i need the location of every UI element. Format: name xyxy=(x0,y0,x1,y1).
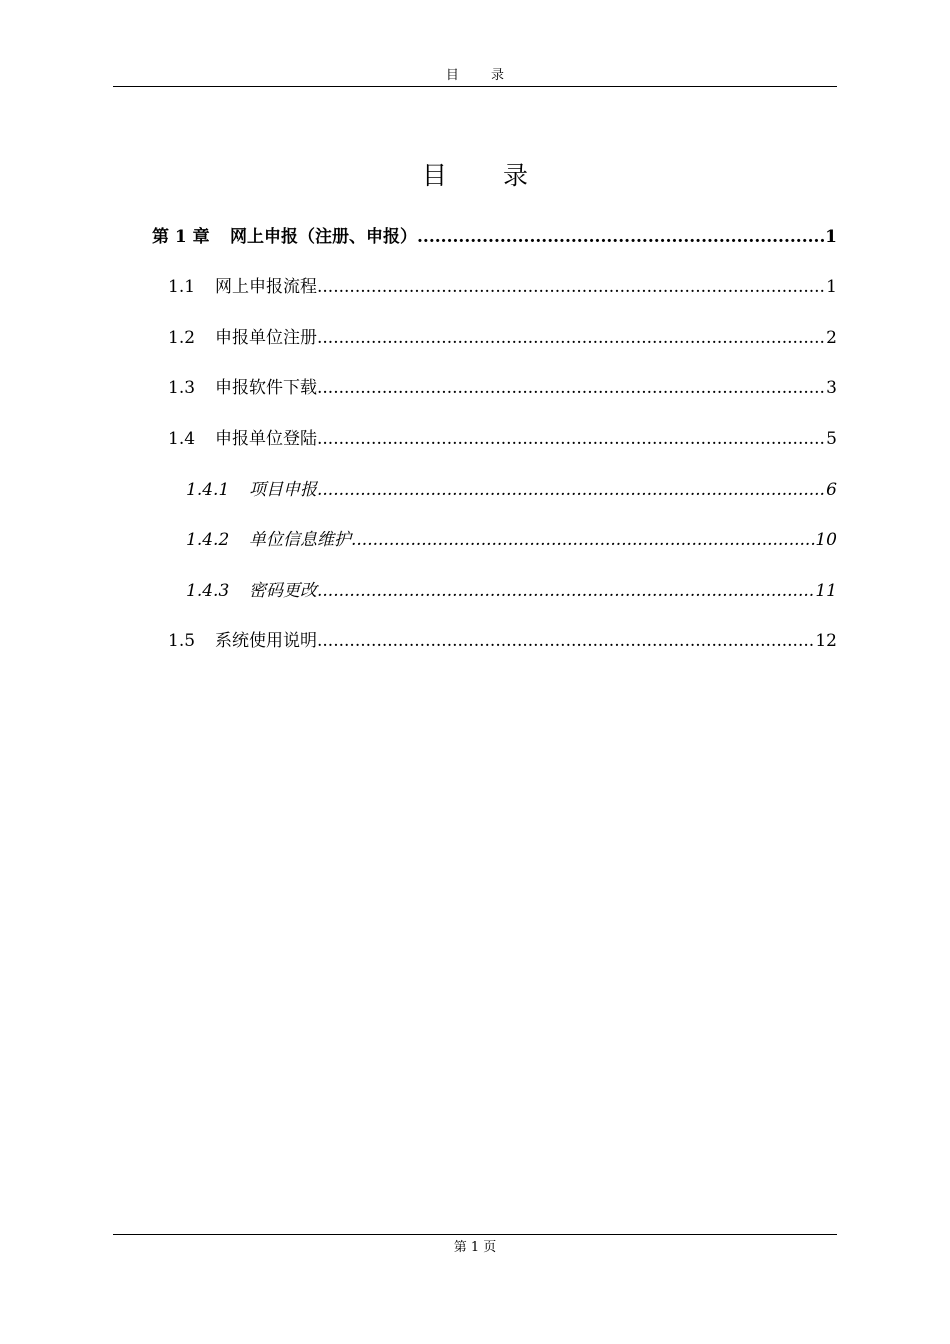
toc-dot-leader xyxy=(317,274,826,300)
toc-dot-leader xyxy=(317,578,815,604)
page-number: 第 1 页 xyxy=(453,1240,497,1255)
toc-entry-title: 网上申报（注册、申报） xyxy=(230,227,417,247)
toc-entry-1-4-2[interactable] xyxy=(186,527,837,553)
toc-entry-title: 网上申报流程 xyxy=(215,277,317,297)
toc-entry-title: 申报软件下载 xyxy=(215,378,317,398)
toc-entry-page: 10 xyxy=(815,530,837,550)
toc-entry-chapter-1[interactable] xyxy=(152,224,837,250)
toc-entry-title: 单位信息维护 xyxy=(249,530,351,550)
page-footer xyxy=(113,1234,837,1259)
toc-entry-title: 申报单位注册 xyxy=(215,328,317,348)
toc-dot-leader xyxy=(351,527,815,553)
toc-entry-1-4-1[interactable] xyxy=(186,477,837,503)
toc-dot-leader xyxy=(417,224,825,250)
toc-entry-1-4-3[interactable] xyxy=(186,578,837,604)
toc-entry-number: 1.4 xyxy=(168,429,196,449)
toc-entry-number: 1.2 xyxy=(168,328,196,348)
toc-entry-page: 3 xyxy=(826,378,837,398)
toc-entry-page: 6 xyxy=(826,480,837,500)
toc-entry-page: 1 xyxy=(826,277,837,297)
toc-dot-leader xyxy=(317,426,826,452)
toc-title-text: 目 录 xyxy=(422,161,552,190)
toc-entry-page: 12 xyxy=(815,631,837,651)
toc-entry-number: 1.4.2 xyxy=(186,530,230,550)
toc-entry-1-1[interactable] xyxy=(168,274,837,300)
toc-title xyxy=(113,158,837,194)
toc-entry-title: 密码更改 xyxy=(249,581,317,601)
toc-entry-number: 1.1 xyxy=(168,277,196,297)
toc-entry-page: 2 xyxy=(826,328,837,348)
toc-entry-1-4[interactable] xyxy=(168,426,837,452)
toc-entry-number: 1.4.1 xyxy=(186,480,230,500)
toc-dot-leader xyxy=(317,375,826,401)
toc-entry-number: 1.4.3 xyxy=(186,581,230,601)
toc-entry-1-5[interactable] xyxy=(168,628,837,654)
toc-entry-page: 5 xyxy=(826,429,837,449)
toc-entry-title: 项目申报 xyxy=(249,480,317,500)
toc-entry-1-2[interactable] xyxy=(168,325,837,351)
toc-entry-number: 1.3 xyxy=(168,378,196,398)
toc-dot-leader xyxy=(317,477,826,503)
toc-entry-page: 1 xyxy=(825,227,837,247)
toc-entry-1-3[interactable] xyxy=(168,375,837,401)
toc-entry-title: 申报单位登陆 xyxy=(215,429,317,449)
toc-entry-page: 11 xyxy=(815,581,837,601)
page-header xyxy=(113,66,837,87)
toc-entry-number: 第 1 章 xyxy=(152,227,210,247)
toc-dot-leader xyxy=(317,325,826,351)
toc-entry-title: 系统使用说明 xyxy=(215,631,317,651)
header-text: 目 录 xyxy=(445,68,519,83)
toc-entry-number: 1.5 xyxy=(168,631,196,651)
toc-dot-leader xyxy=(317,628,815,654)
